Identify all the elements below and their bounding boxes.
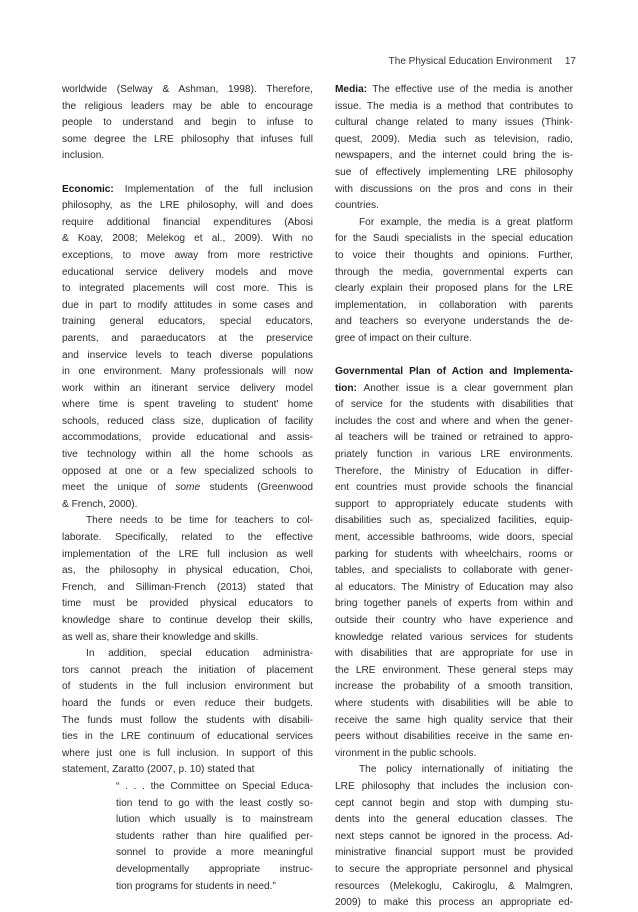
text-line	[335, 165, 573, 182]
line-text: The funds must follow the students with disabili-	[62, 714, 313, 726]
text-line	[335, 447, 573, 464]
line-text: exceptions, to move away from more restrictive	[62, 249, 313, 261]
line-text: The effective use of the media is another	[367, 84, 573, 95]
text-line	[335, 414, 573, 431]
line-text: Therefore, the Ministry of Education in differ-	[335, 465, 573, 477]
text-line	[335, 779, 573, 796]
paragraph-gap	[62, 165, 313, 182]
text-line	[62, 314, 313, 331]
left-column	[62, 82, 313, 895]
line-text: as well as, share their knowledge and skills.	[62, 631, 259, 643]
line-text: implementation, in collaboration with parents	[335, 299, 573, 311]
text-line	[335, 895, 573, 912]
emphasis-text: some	[175, 482, 201, 494]
text-line	[335, 265, 573, 282]
text-line	[335, 746, 573, 763]
line-text: lution which usually is to mainstream	[116, 814, 313, 826]
right-column	[335, 82, 573, 912]
line-text: newspapers, and the internet could bring the is-	[335, 150, 573, 162]
text-line	[335, 729, 573, 746]
line-text: tion tend to go with the least costly so-	[116, 797, 313, 809]
text-line	[62, 580, 313, 597]
line-text: educational service delivery models and move	[62, 266, 313, 278]
text-line	[335, 613, 573, 630]
line-text: the religious leaders may be able to encourage	[62, 100, 313, 112]
text-line	[62, 729, 313, 746]
block-quote-line	[62, 879, 313, 896]
text-line	[335, 148, 573, 165]
line-text: priately function in various LRE environments.	[335, 449, 573, 461]
line-text: work within an itinerant service delivery model	[62, 382, 313, 394]
line-text: cultural change related to many issues (Think-	[335, 117, 573, 129]
text-line	[62, 99, 313, 116]
text-line	[335, 381, 573, 398]
text-line	[335, 596, 573, 613]
text-line	[335, 82, 573, 99]
line-text: people to understand and begin to infuse to	[62, 117, 313, 129]
text-line	[62, 679, 313, 696]
line-text: as, the philosophy in physical education, Choi,	[62, 565, 313, 577]
text-line	[62, 696, 313, 713]
block-quote-line	[62, 845, 313, 862]
text-line	[62, 115, 313, 132]
text-line	[335, 215, 573, 232]
text-line	[62, 82, 313, 99]
line-text: worldwide (Selway & Ashman, 1998). Therefore,	[62, 84, 313, 95]
text-line	[335, 796, 573, 813]
text-line	[62, 281, 313, 298]
line-text: vironment in the public schools.	[335, 747, 477, 759]
line-text: tors cannot preach the initiation of placement	[62, 664, 313, 676]
text-line	[335, 430, 573, 447]
line-text: some degree the LRE philosophy that infuses full	[62, 133, 313, 145]
text-line	[335, 762, 573, 779]
text-line	[335, 364, 573, 381]
text-line	[62, 497, 313, 514]
line-text: of service for the students with disabilities that	[335, 399, 573, 411]
text-line	[335, 713, 573, 730]
line-text: opposed at one or a few specialized schools to	[62, 465, 313, 477]
line-text: issue. The media is a method that contributes to	[335, 100, 573, 112]
section-heading: Media:	[335, 84, 368, 95]
line-text: The policy internationally of initiating the	[359, 764, 573, 776]
text-line	[335, 231, 573, 248]
line-text: outside their country who have experience and	[335, 615, 573, 626]
text-line	[62, 348, 313, 365]
line-text: resources (Melekoglu, Cakiroglu, & Malmgren,	[335, 880, 573, 892]
line-text: tion programs for students in need.”	[116, 880, 276, 892]
line-text: French, and Silliman-French (2013) stated that	[62, 581, 313, 593]
line-text: sonnel to provide a more meaningful	[116, 847, 313, 859]
text-line	[335, 679, 573, 696]
line-text: bring together panels of experts from within and	[335, 598, 573, 610]
section-heading: Governmental Plan of Action and Implementa-	[335, 366, 573, 378]
text-line	[335, 696, 573, 713]
line-text: support to appropriately educate students with	[335, 498, 573, 510]
line-text: Implementation of the full inclusion	[113, 183, 313, 195]
text-line	[335, 198, 573, 215]
text-line	[335, 879, 573, 896]
line-text: quest, 2009). Media such as television, radio,	[335, 133, 573, 145]
text-line	[62, 596, 313, 613]
line-text: increase the probability of a smooth transition,	[335, 681, 573, 693]
text-line	[335, 281, 573, 298]
line-text: knowledge share to continue develop their skills,	[62, 615, 313, 626]
text-line	[335, 331, 573, 348]
text-line	[335, 862, 573, 879]
line-text: cept cannot begin and stop with dumping stu-	[335, 797, 573, 809]
line-text: through the media, governmental experts can	[335, 266, 573, 278]
text-line	[335, 115, 573, 132]
line-text: ministrative financial support must be provided	[335, 847, 573, 859]
text-line	[335, 812, 573, 829]
line-text: where just one is full inclusion. In support of this	[62, 747, 313, 759]
line-text: Another issue is a clear government plan	[356, 382, 573, 394]
line-text: tables, and specialists to collaborate with gener-	[335, 565, 573, 577]
line-text: students (Greenwood	[200, 482, 313, 494]
text-line	[335, 132, 573, 149]
running-title: The Physical Education Environment	[388, 56, 553, 67]
text-line	[62, 381, 313, 398]
block-quote-line	[62, 812, 313, 829]
line-text: require additional financial expenditures (Abosi	[62, 216, 313, 228]
text-line	[335, 298, 573, 315]
line-text: 2009) to make this process an appropriate ed-	[335, 897, 573, 909]
line-text: “ . . . the Committee on Special Educa-	[116, 780, 313, 792]
line-text: In addition, special education administra-	[86, 648, 313, 660]
text-line	[62, 464, 313, 481]
line-text: ment, accessible bathrooms, wide doors, special	[335, 532, 573, 544]
block-quote-line	[62, 779, 313, 796]
line-text: receive the same high quality service that their	[335, 714, 573, 726]
line-text: and teachers so everyone understands the de-	[335, 316, 573, 328]
text-line	[62, 265, 313, 282]
text-line	[335, 314, 573, 331]
text-line	[335, 464, 573, 481]
text-line	[335, 513, 573, 530]
line-text: accommodations, provide educational and assis-	[62, 432, 313, 444]
line-text: inclusion.	[62, 150, 105, 162]
line-text: training general educators, special educators,	[62, 316, 313, 328]
text-line	[62, 148, 313, 165]
line-text: statement, Zaratto (2007, p. 10) stated that	[62, 764, 255, 776]
line-text: al teachers will be trained or retrained to appro-	[335, 432, 573, 444]
section-heading: Economic:	[62, 183, 114, 195]
line-text: laborate. Specifically, related to the effective	[62, 532, 313, 544]
text-line	[335, 497, 573, 514]
line-text: meet the unique of	[62, 482, 176, 494]
text-line	[62, 646, 313, 663]
line-text: implementation of the LRE full inclusion as well	[62, 548, 313, 560]
line-text: parking for students with wheelchairs, rooms or	[335, 548, 573, 560]
line-text: parents, and paraeducators at the preservice	[62, 332, 313, 344]
line-text: due in part to modify attitudes in some cases and	[62, 299, 313, 311]
running-head	[389, 56, 576, 67]
text-line	[62, 663, 313, 680]
text-line	[335, 829, 573, 846]
text-line	[62, 364, 313, 381]
text-line	[62, 231, 313, 248]
page-number: 17	[564, 56, 576, 67]
line-text: in one environment. Many professionals will now	[62, 366, 313, 378]
text-line	[335, 630, 573, 647]
text-line	[335, 248, 573, 265]
line-text: tive technology within all the home schools as	[62, 449, 313, 461]
text-line	[335, 397, 573, 414]
line-text: where students with disabilities will be able to	[335, 697, 573, 709]
text-line	[62, 513, 313, 530]
text-line	[335, 563, 573, 580]
text-line	[335, 845, 573, 862]
block-quote-line	[62, 796, 313, 813]
line-text: peers without disabilities receive in the same en-	[335, 731, 573, 743]
line-text: dents into the general education classes. The	[335, 814, 573, 826]
line-text: developmentally appropriate instruc-	[116, 863, 313, 875]
line-text: of students in the full inclusion environment but	[62, 681, 313, 693]
text-line	[335, 547, 573, 564]
line-text: and inservice levels to teach diverse populations	[62, 349, 313, 361]
line-text: countries.	[335, 200, 379, 212]
line-text: where time is spent traveling to student' home	[62, 399, 313, 411]
text-line	[62, 298, 313, 315]
text-line	[62, 248, 313, 265]
line-text: includes the cost and where and when the gener-	[335, 415, 573, 427]
line-text: & Koay, 2008; Melekog et al., 2009). With no	[62, 233, 313, 245]
text-line	[62, 613, 313, 630]
line-text: to voice their thoughts and opinions. Further,	[335, 249, 573, 261]
line-text: next steps cannot be ignored in the process. Ad-	[335, 830, 573, 842]
line-text: There needs to be time for teachers to col-	[86, 515, 313, 527]
paragraph-gap	[335, 348, 573, 365]
line-text: clearly explain their proposed plans for the LRE	[335, 283, 573, 295]
line-text: with disabilities that are appropriate for use in	[335, 648, 573, 660]
text-line	[62, 563, 313, 580]
line-text: students rather than hire qualified per-	[116, 830, 313, 842]
line-text: hoard the funds or even reduce their budgets.	[62, 697, 313, 709]
line-text: knowledge related various services for students	[335, 631, 573, 643]
line-text: schools, reduced class size, duplication of facility	[62, 415, 313, 427]
text-line	[62, 447, 313, 464]
line-text: & French, 2000).	[62, 498, 138, 510]
text-line	[62, 198, 313, 215]
line-text: al educators. The Ministry of Education may also	[335, 581, 573, 593]
line-text: philosophy, as the LRE philosophy, will and does	[62, 200, 313, 212]
text-line	[62, 414, 313, 431]
text-line	[62, 746, 313, 763]
text-line	[62, 430, 313, 447]
line-text: for the Saudi specialists in the special education	[335, 233, 573, 245]
text-line	[62, 630, 313, 647]
text-line	[335, 182, 573, 199]
line-text: sue of effectively implementing LRE philosophy	[335, 166, 573, 178]
line-text: to secure the appropriate personnel and physical	[335, 863, 573, 875]
block-quote-line	[62, 829, 313, 846]
line-text: ent countries must provide schools the financial	[335, 482, 573, 494]
line-text: the LRE environment. These general steps may	[335, 664, 573, 676]
line-text: to integrated placements will cost more. This is	[62, 283, 313, 295]
line-text: For example, the media is a great platform	[359, 216, 573, 228]
line-text: LRE philosophy that includes the inclusion con-	[335, 780, 573, 792]
text-line	[335, 663, 573, 680]
line-text: ties in the LRE continuum of educational services	[62, 731, 313, 743]
text-line	[62, 762, 313, 779]
text-line	[62, 547, 313, 564]
line-text: with discussions on the pros and cons in their	[335, 183, 573, 195]
text-line	[62, 713, 313, 730]
text-line	[335, 530, 573, 547]
text-line	[335, 646, 573, 663]
text-line	[62, 397, 313, 414]
line-text: gree of impact on their culture.	[335, 332, 472, 344]
text-line	[335, 480, 573, 497]
text-line	[335, 580, 573, 597]
text-line	[62, 331, 313, 348]
text-line	[62, 182, 313, 199]
text-line	[62, 530, 313, 547]
section-heading: tion:	[335, 382, 357, 394]
block-quote-line	[62, 862, 313, 879]
text-line	[62, 132, 313, 149]
text-line	[62, 480, 313, 497]
line-text: time must be provided physical educators to	[62, 598, 313, 610]
text-line	[335, 99, 573, 116]
line-text: disabilities such as, specialized facilities, equip-	[335, 515, 573, 527]
text-line	[62, 215, 313, 232]
